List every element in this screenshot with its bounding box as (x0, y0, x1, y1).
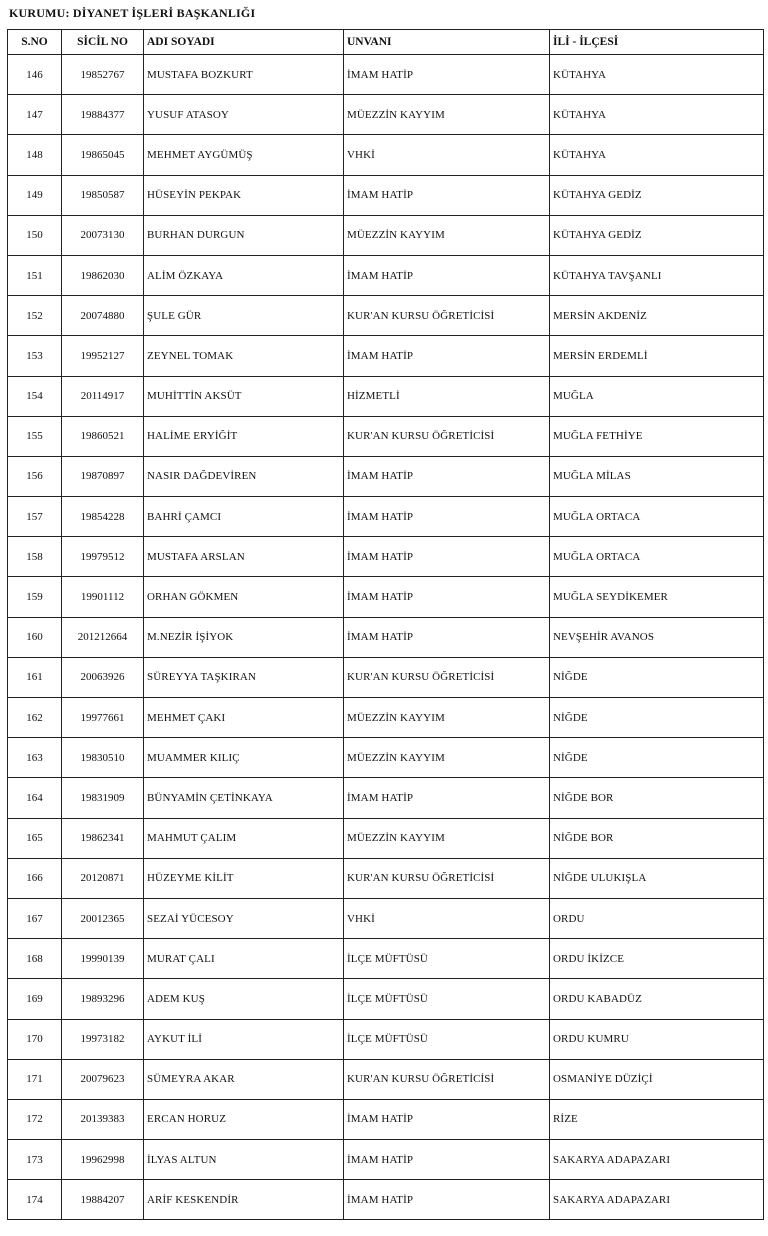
cell-sicil-no: 20079623 (62, 1059, 144, 1099)
cell-location: KÜTAHYA (550, 55, 764, 95)
cell-sicil-no: 20074880 (62, 296, 144, 336)
cell-name: MUAMMER KILIÇ (144, 738, 344, 778)
cell-sno: 158 (8, 537, 62, 577)
cell-location: MUĞLA ORTACA (550, 497, 764, 537)
cell-sicil-no: 19862341 (62, 818, 144, 858)
cell-location: NİĞDE BOR (550, 778, 764, 818)
cell-name: MAHMUT ÇALIM (144, 818, 344, 858)
cell-name: HÜZEYME KİLİT (144, 858, 344, 898)
cell-sno: 161 (8, 657, 62, 697)
cell-name: BURHAN DURGUN (144, 215, 344, 255)
cell-name: ALİM ÖZKAYA (144, 255, 344, 295)
cell-location: KÜTAHYA (550, 95, 764, 135)
table-row (8, 738, 764, 778)
cell-sno: 150 (8, 215, 62, 255)
cell-name: MEHMET AYGÜMÜŞ (144, 135, 344, 175)
cell-title: İMAM HATİP (344, 1140, 550, 1180)
cell-location: KÜTAHYA GEDİZ (550, 215, 764, 255)
cell-location: OSMANİYE DÜZİÇİ (550, 1059, 764, 1099)
column-header-sicil-no: SİCİL NO (62, 30, 144, 55)
cell-location: KÜTAHYA TAVŞANLI (550, 255, 764, 295)
cell-location: SAKARYA ADAPAZARI (550, 1180, 764, 1220)
cell-title: KUR'AN KURSU ÖĞRETİCİSİ (344, 296, 550, 336)
table-row (8, 858, 764, 898)
cell-name: AYKUT İLİ (144, 1019, 344, 1059)
cell-sicil-no: 19860521 (62, 416, 144, 456)
cell-title: KUR'AN KURSU ÖĞRETİCİSİ (344, 416, 550, 456)
cell-location: NİĞDE (550, 657, 764, 697)
cell-title: İMAM HATİP (344, 55, 550, 95)
table-row (8, 55, 764, 95)
cell-sicil-no: 20139383 (62, 1099, 144, 1139)
cell-location: ORDU (550, 898, 764, 938)
cell-sno: 173 (8, 1140, 62, 1180)
cell-title: MÜEZZİN KAYYIM (344, 738, 550, 778)
cell-sicil-no: 19973182 (62, 1019, 144, 1059)
cell-sicil-no: 19830510 (62, 738, 144, 778)
cell-title: MÜEZZİN KAYYIM (344, 698, 550, 738)
cell-sno: 163 (8, 738, 62, 778)
cell-location: MERSİN ERDEMLİ (550, 336, 764, 376)
table-row (8, 456, 764, 496)
cell-name: M.NEZİR İŞİYOK (144, 617, 344, 657)
cell-name: BÜNYAMİN ÇETİNKAYA (144, 778, 344, 818)
cell-name: MUHİTTİN AKSÜT (144, 376, 344, 416)
cell-name: YUSUF ATASOY (144, 95, 344, 135)
cell-title: İMAM HATİP (344, 456, 550, 496)
table-row (8, 898, 764, 938)
cell-sicil-no: 19850587 (62, 175, 144, 215)
table-row (8, 778, 764, 818)
cell-location: SAKARYA ADAPAZARI (550, 1140, 764, 1180)
cell-sicil-no: 19852767 (62, 55, 144, 95)
table-row (8, 537, 764, 577)
cell-title: İMAM HATİP (344, 497, 550, 537)
cell-name: ORHAN GÖKMEN (144, 577, 344, 617)
cell-title: İLÇE MÜFTÜSÜ (344, 979, 550, 1019)
cell-sicil-no: 201212664 (62, 617, 144, 657)
cell-title: İMAM HATİP (344, 577, 550, 617)
cell-sno: 160 (8, 617, 62, 657)
table-row (8, 1180, 764, 1220)
cell-sno: 149 (8, 175, 62, 215)
table-row (8, 416, 764, 456)
table-row (8, 215, 764, 255)
cell-sno: 165 (8, 818, 62, 858)
cell-sno: 174 (8, 1180, 62, 1220)
cell-title: İMAM HATİP (344, 617, 550, 657)
table-row (8, 255, 764, 295)
cell-sicil-no: 20012365 (62, 898, 144, 938)
cell-name: SEZAİ YÜCESOY (144, 898, 344, 938)
table-row (8, 979, 764, 1019)
cell-location: NİĞDE ULUKIŞLA (550, 858, 764, 898)
cell-title: İMAM HATİP (344, 1099, 550, 1139)
cell-sno: 166 (8, 858, 62, 898)
cell-sicil-no: 20114917 (62, 376, 144, 416)
cell-location: KÜTAHYA (550, 135, 764, 175)
cell-sno: 155 (8, 416, 62, 456)
cell-location: NİĞDE (550, 698, 764, 738)
table-row (8, 497, 764, 537)
cell-name: MUSTAFA BOZKURT (144, 55, 344, 95)
cell-title: VHKİ (344, 898, 550, 938)
cell-name: İLYAS ALTUN (144, 1140, 344, 1180)
cell-sno: 157 (8, 497, 62, 537)
cell-title: KUR'AN KURSU ÖĞRETİCİSİ (344, 858, 550, 898)
cell-sno: 154 (8, 376, 62, 416)
cell-title: İMAM HATİP (344, 537, 550, 577)
cell-title: İMAM HATİP (344, 255, 550, 295)
cell-sicil-no: 19962998 (62, 1140, 144, 1180)
cell-location: ORDU KUMRU (550, 1019, 764, 1059)
cell-location: ORDU İKİZCE (550, 939, 764, 979)
cell-sno: 164 (8, 778, 62, 818)
cell-name: MEHMET ÇAKI (144, 698, 344, 738)
table-row (8, 175, 764, 215)
cell-sicil-no: 19870897 (62, 456, 144, 496)
cell-sno: 170 (8, 1019, 62, 1059)
table-body (8, 55, 764, 1220)
cell-sno: 167 (8, 898, 62, 938)
personnel-table (7, 29, 764, 1220)
cell-sno: 148 (8, 135, 62, 175)
table-row (8, 939, 764, 979)
cell-name: HÜSEYİN PEKPAK (144, 175, 344, 215)
cell-name: ZEYNEL TOMAK (144, 336, 344, 376)
cell-sno: 153 (8, 336, 62, 376)
cell-title: MÜEZZİN KAYYIM (344, 95, 550, 135)
cell-location: KÜTAHYA GEDİZ (550, 175, 764, 215)
cell-sicil-no: 19952127 (62, 336, 144, 376)
cell-name: SÜMEYRA AKAR (144, 1059, 344, 1099)
column-header-location: İLİ - İLÇESİ (550, 30, 764, 55)
table-row (8, 296, 764, 336)
cell-location: RİZE (550, 1099, 764, 1139)
cell-location: MUĞLA FETHİYE (550, 416, 764, 456)
column-header-sno: S.NO (8, 30, 62, 55)
cell-title: İLÇE MÜFTÜSÜ (344, 1019, 550, 1059)
cell-sicil-no: 19977661 (62, 698, 144, 738)
cell-sno: 168 (8, 939, 62, 979)
cell-sno: 162 (8, 698, 62, 738)
cell-location: MERSİN AKDENİZ (550, 296, 764, 336)
cell-sno: 159 (8, 577, 62, 617)
cell-location: MUĞLA (550, 376, 764, 416)
cell-sicil-no: 19854228 (62, 497, 144, 537)
table-row (8, 657, 764, 697)
cell-name: ŞULE GÜR (144, 296, 344, 336)
institution-title: KURUMU: DİYANET İŞLERİ BAŞKANLIĞI (9, 6, 256, 20)
cell-title: İMAM HATİP (344, 175, 550, 215)
cell-sno: 171 (8, 1059, 62, 1099)
table-row (8, 577, 764, 617)
cell-sicil-no: 19979512 (62, 537, 144, 577)
table-header-row (8, 30, 764, 55)
cell-title: İMAM HATİP (344, 336, 550, 376)
cell-location: ORDU KABADÜZ (550, 979, 764, 1019)
cell-sno: 172 (8, 1099, 62, 1139)
cell-name: ADEM KUŞ (144, 979, 344, 1019)
cell-sicil-no: 20120871 (62, 858, 144, 898)
cell-sicil-no: 20063926 (62, 657, 144, 697)
table-row (8, 95, 764, 135)
cell-sicil-no: 19831909 (62, 778, 144, 818)
cell-location: NEVŞEHİR AVANOS (550, 617, 764, 657)
table-row (8, 1099, 764, 1139)
cell-title: İLÇE MÜFTÜSÜ (344, 939, 550, 979)
cell-sicil-no: 19884377 (62, 95, 144, 135)
cell-sicil-no: 19862030 (62, 255, 144, 295)
cell-sicil-no: 19893296 (62, 979, 144, 1019)
cell-location: NİĞDE (550, 738, 764, 778)
table-row (8, 698, 764, 738)
cell-title: HİZMETLİ (344, 376, 550, 416)
cell-title: KUR'AN KURSU ÖĞRETİCİSİ (344, 1059, 550, 1099)
cell-name: ARİF KESKENDİR (144, 1180, 344, 1220)
cell-title: MÜEZZİN KAYYIM (344, 818, 550, 858)
table-row (8, 376, 764, 416)
cell-name: ERCAN HORUZ (144, 1099, 344, 1139)
cell-sicil-no: 19901112 (62, 577, 144, 617)
cell-title: VHKİ (344, 135, 550, 175)
column-header-name: ADI SOYADI (144, 30, 344, 55)
cell-location: MUĞLA ORTACA (550, 537, 764, 577)
cell-sno: 152 (8, 296, 62, 336)
cell-sno: 146 (8, 55, 62, 95)
cell-location: MUĞLA MİLAS (550, 456, 764, 496)
table-row (8, 818, 764, 858)
cell-sno: 147 (8, 95, 62, 135)
table-row (8, 617, 764, 657)
cell-title: İMAM HATİP (344, 778, 550, 818)
cell-sno: 151 (8, 255, 62, 295)
cell-sicil-no: 19865045 (62, 135, 144, 175)
cell-name: SÜREYYA TAŞKIRAN (144, 657, 344, 697)
cell-name: NASIR DAĞDEVİREN (144, 456, 344, 496)
table-row (8, 336, 764, 376)
cell-location: MUĞLA SEYDİKEMER (550, 577, 764, 617)
cell-sicil-no: 19990139 (62, 939, 144, 979)
cell-sicil-no: 20073130 (62, 215, 144, 255)
cell-name: MUSTAFA ARSLAN (144, 537, 344, 577)
cell-name: MURAT ÇALI (144, 939, 344, 979)
cell-title: MÜEZZİN KAYYIM (344, 215, 550, 255)
cell-title: KUR'AN KURSU ÖĞRETİCİSİ (344, 657, 550, 697)
cell-title: İMAM HATİP (344, 1180, 550, 1220)
cell-name: BAHRİ ÇAMCI (144, 497, 344, 537)
cell-location: NİĞDE BOR (550, 818, 764, 858)
table-row (8, 1019, 764, 1059)
table-row (8, 1140, 764, 1180)
cell-sno: 169 (8, 979, 62, 1019)
cell-sno: 156 (8, 456, 62, 496)
cell-sicil-no: 19884207 (62, 1180, 144, 1220)
column-header-title: UNVANI (344, 30, 550, 55)
table-row (8, 1059, 764, 1099)
table-row (8, 135, 764, 175)
cell-name: HALİME ERYİĞİT (144, 416, 344, 456)
